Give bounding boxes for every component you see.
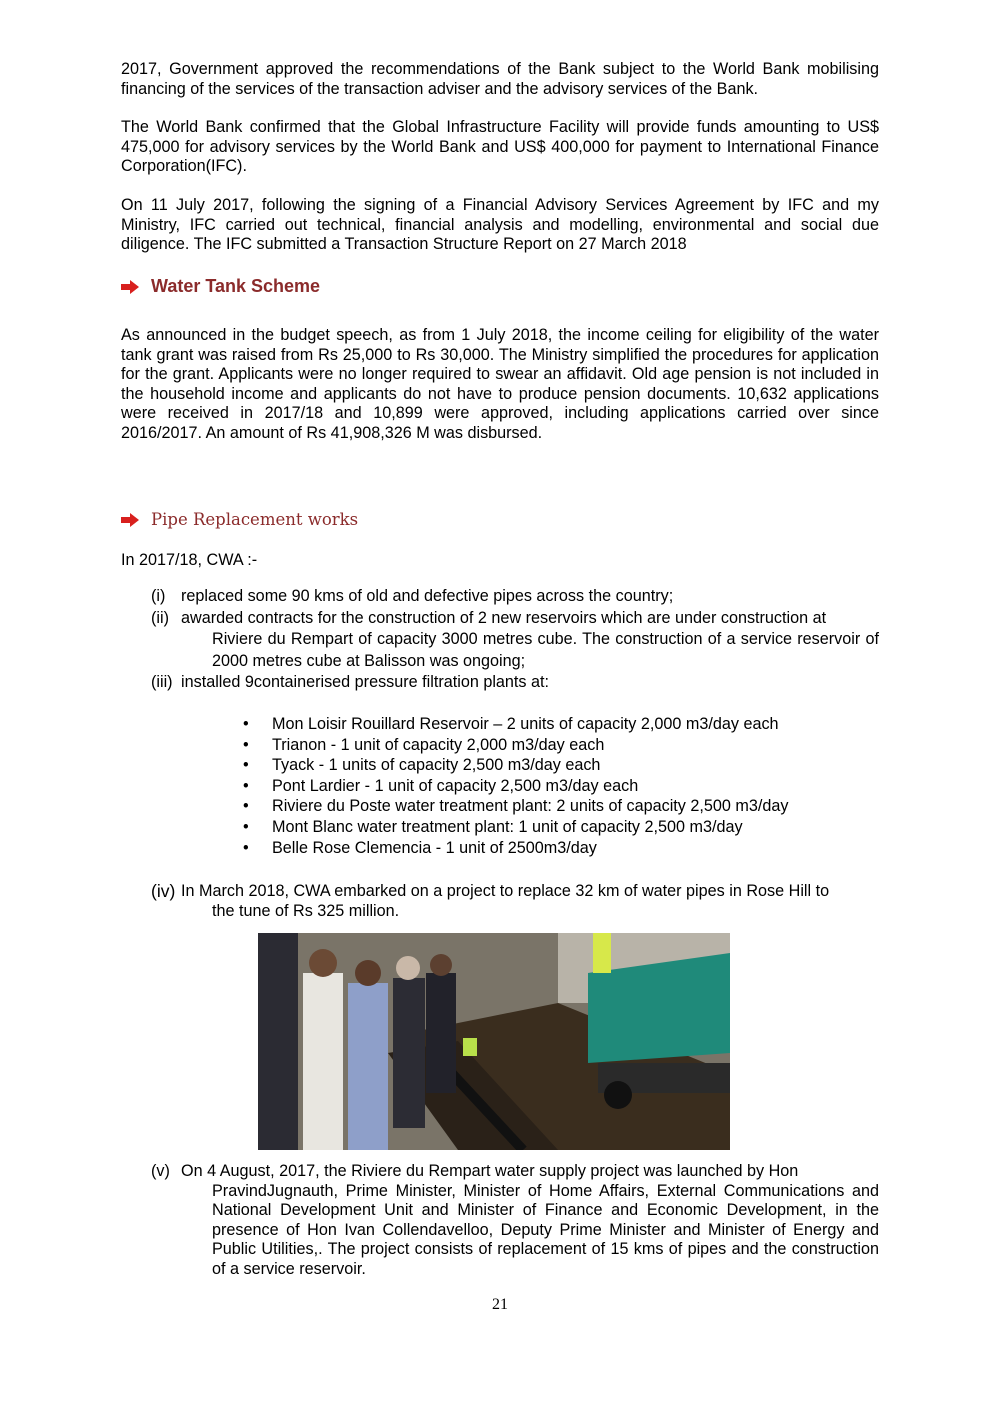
list-item: (ii) awarded contracts for the construction of 2 new reservoirs which are under construction at Riviere du Rempart of capacity 3000 metres cube. The construction of a service reservoir of 2000 metres cube at Balisson was ongoing; xyxy=(151,608,879,670)
list-item: • Tyack - 1 units of capacity 2,500 m3/day each xyxy=(243,756,601,775)
pipe-laying-photo xyxy=(258,933,730,1150)
water-tank-body: As announced in the budget speech, as from 1 July 2018, the income ceiling for eligibility of the water tank grant was raised from Rs 25,000 to Rs 30,000. The Ministry simplified the procedures for application for the grant. Applicants were no longer required to swear an affidavit. Old age pension is not included in the household income and applicants do not have to produce pension documents. 10,632 applications were received in 2017/18 and 10,899 were approved, including applications carried over since 2016/2017. An amount of Rs 41,908,326 M was disbursed. xyxy=(121,326,879,442)
pipe-heading-text: Pipe Replacement works xyxy=(151,510,359,529)
bullet-icon: • xyxy=(243,838,249,857)
arrow-right-icon xyxy=(121,280,139,294)
list-item: • Riviere du Poste water treatment plant: 2 units of capacity 2,500 m3/day xyxy=(243,797,789,816)
intro-paragraphs xyxy=(121,60,879,274)
bullet-icon: • xyxy=(243,817,249,836)
list-item: (iii) installed 9containerised pressure filtration plants at: xyxy=(151,673,550,691)
water-tank-heading xyxy=(121,276,320,297)
pipe-heading xyxy=(121,510,358,529)
list-item: • Mont Blanc water treatment plant: 1 unit of capacity 2,500 m3/day xyxy=(243,817,743,836)
photo-illustration xyxy=(258,933,730,1150)
pipe-item-4 xyxy=(151,881,879,921)
list-item: • Belle Rose Clemencia - 1 unit of 2500m3/day xyxy=(243,838,597,857)
arrow-right-icon xyxy=(121,513,139,527)
paragraph-2: The World Bank confirmed that the Global Infrastructure Facility will provide funds amounting to US$ 475,000 for advisory services by the World Bank and US$ 400,000 for payment to International Finance Corporation(IFC). xyxy=(121,118,879,176)
bullet-icon: • xyxy=(243,735,249,754)
list-item: (v) On 4 August, 2017, the Riviere du Rempart water supply project was launched by Hon PravindJugnauth, Prime Minister, Minister of Home Affairs, External Communications and National Development Unit and Minister of Finance and Economic Development, in the presence of Hon Ivan Collendavelloo, Deputy Prime Minister and Minister of Energy and Public Utilities,. The project consists of replacement of 15 kms of pipes and the construction of a service reservoir. xyxy=(151,1162,879,1278)
list-item: • Trianon - 1 unit of capacity 2,000 m3/day each xyxy=(243,735,605,754)
pipe-intro: In 2017/18, CWA :- xyxy=(121,551,258,569)
pipe-item-5 xyxy=(151,1162,879,1279)
paragraph-3: On 11 July 2017, following the signing of a Financial Advisory Services Agreement by IFC and my Ministry, IFC carried out technical, financial analysis and modelling, environmental and social due diligence. The IFC submitted a Transaction Structure Report on 27 March 2018 xyxy=(121,195,879,254)
bullet-icon: • xyxy=(243,797,249,816)
plant-list xyxy=(243,714,788,858)
bullet-icon: • xyxy=(243,715,249,733)
list-item: • Pont Lardier - 1 unit of capacity 2,500 m3/day each xyxy=(243,776,639,795)
list-item: (iv) In March 2018, CWA embarked on a project to replace 32 km of water pipes in Rose Hill to the tune of Rs 325 million. xyxy=(151,881,830,920)
list-item: • Mon Loisir Rouillard Reservoir – 2 units of capacity 2,000 m3/day each xyxy=(243,715,779,733)
water-tank-heading-text: Water Tank Scheme xyxy=(151,276,321,296)
bullet-icon: • xyxy=(243,756,249,775)
water-tank-section xyxy=(121,326,879,444)
paragraph-1: 2017, Government approved the recommendations of the Bank subject to the World Bank mobilising financing of the services of the transaction adviser and the advisory services of the Bank. xyxy=(121,60,879,98)
list-item: (i) replaced some 90 kms of old and defective pipes across the country; xyxy=(151,587,674,605)
page-number: 21 xyxy=(492,1296,508,1313)
pipe-items xyxy=(151,586,879,694)
bullet-icon: • xyxy=(243,776,249,795)
